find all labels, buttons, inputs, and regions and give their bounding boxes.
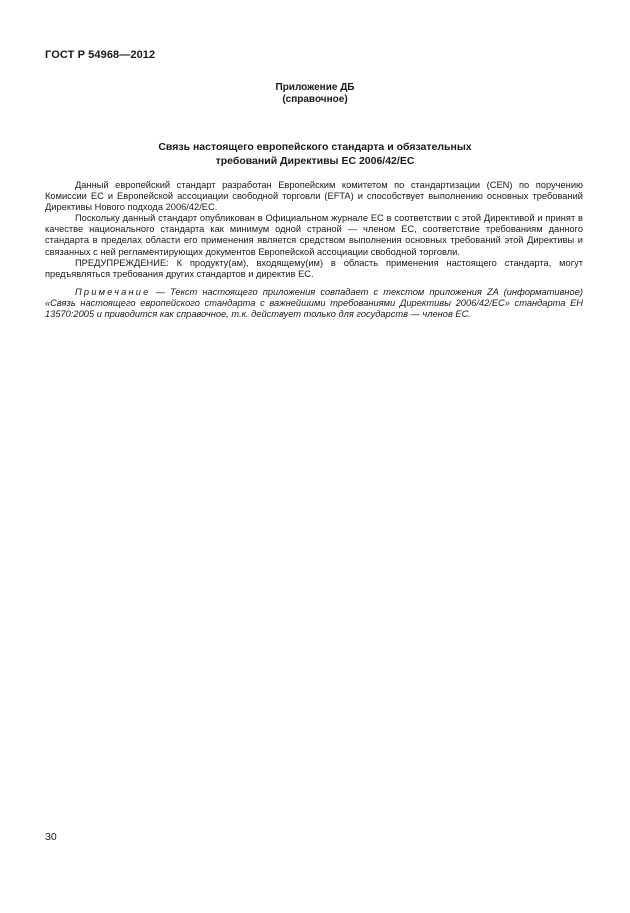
section-title — [0, 140, 630, 168]
paragraph-development: Данный европейский стандарт разработан Европейским комитетом по стандартизации (CEN) по поручению Комиссии ЕС и Европейской ассоциации свободной торговли (EFTA) и способствует выполнению основных требований Директивы Нового подхода 2006/42/ЕС. — [45, 180, 583, 213]
note-label: Примечание — [75, 286, 151, 297]
section-title-line-2: требований Директивы ЕС 2006/42/ЕС — [215, 155, 415, 167]
appendix-subtitle: (справочное) — [282, 94, 348, 105]
page-number: 30 — [45, 831, 57, 843]
body-text — [45, 180, 583, 320]
section-title-line-1: Связь настоящего европейского стандарта и обязательных — [158, 141, 472, 153]
note-text: — Текст настоящего приложения совпадает с текстом приложения ZA (информативное) «Связь настоящего европейского стандарта с важнейшими требованиями Директивы 2006/42/ЕС» стандарта ЕН 13570:2005 и приводится как справочное, т.к. действует только для государств — членов ЕС. — [45, 286, 583, 320]
document-standard-id: ГОСТ Р 54968—2012 — [45, 49, 156, 61]
paragraph-warning: ПРЕДУПРЕЖДЕНИЕ: К продукту(ам), входящему(им) в область применения настоящего стандарта, могут предъявляться требования других стандартов и директив ЕС. — [45, 257, 583, 279]
paragraph-official-journal: Поскольку данный стандарт опубликован в Официальном журнале ЕС в соответствии с этой Директивой и принят в качестве национального стандарта как минимум одной страной — членом ЕС, соответствие требованиям данного стандарта в пределах области его применения является средством выполнения основных требований этой Директивы и связанных с ней регламентирующих документов Европейской ассоциации свободной торговли. — [45, 213, 583, 257]
note-paragraph — [45, 287, 583, 320]
appendix-title: Приложение ДБ — [275, 82, 355, 93]
appendix-heading — [0, 82, 630, 106]
